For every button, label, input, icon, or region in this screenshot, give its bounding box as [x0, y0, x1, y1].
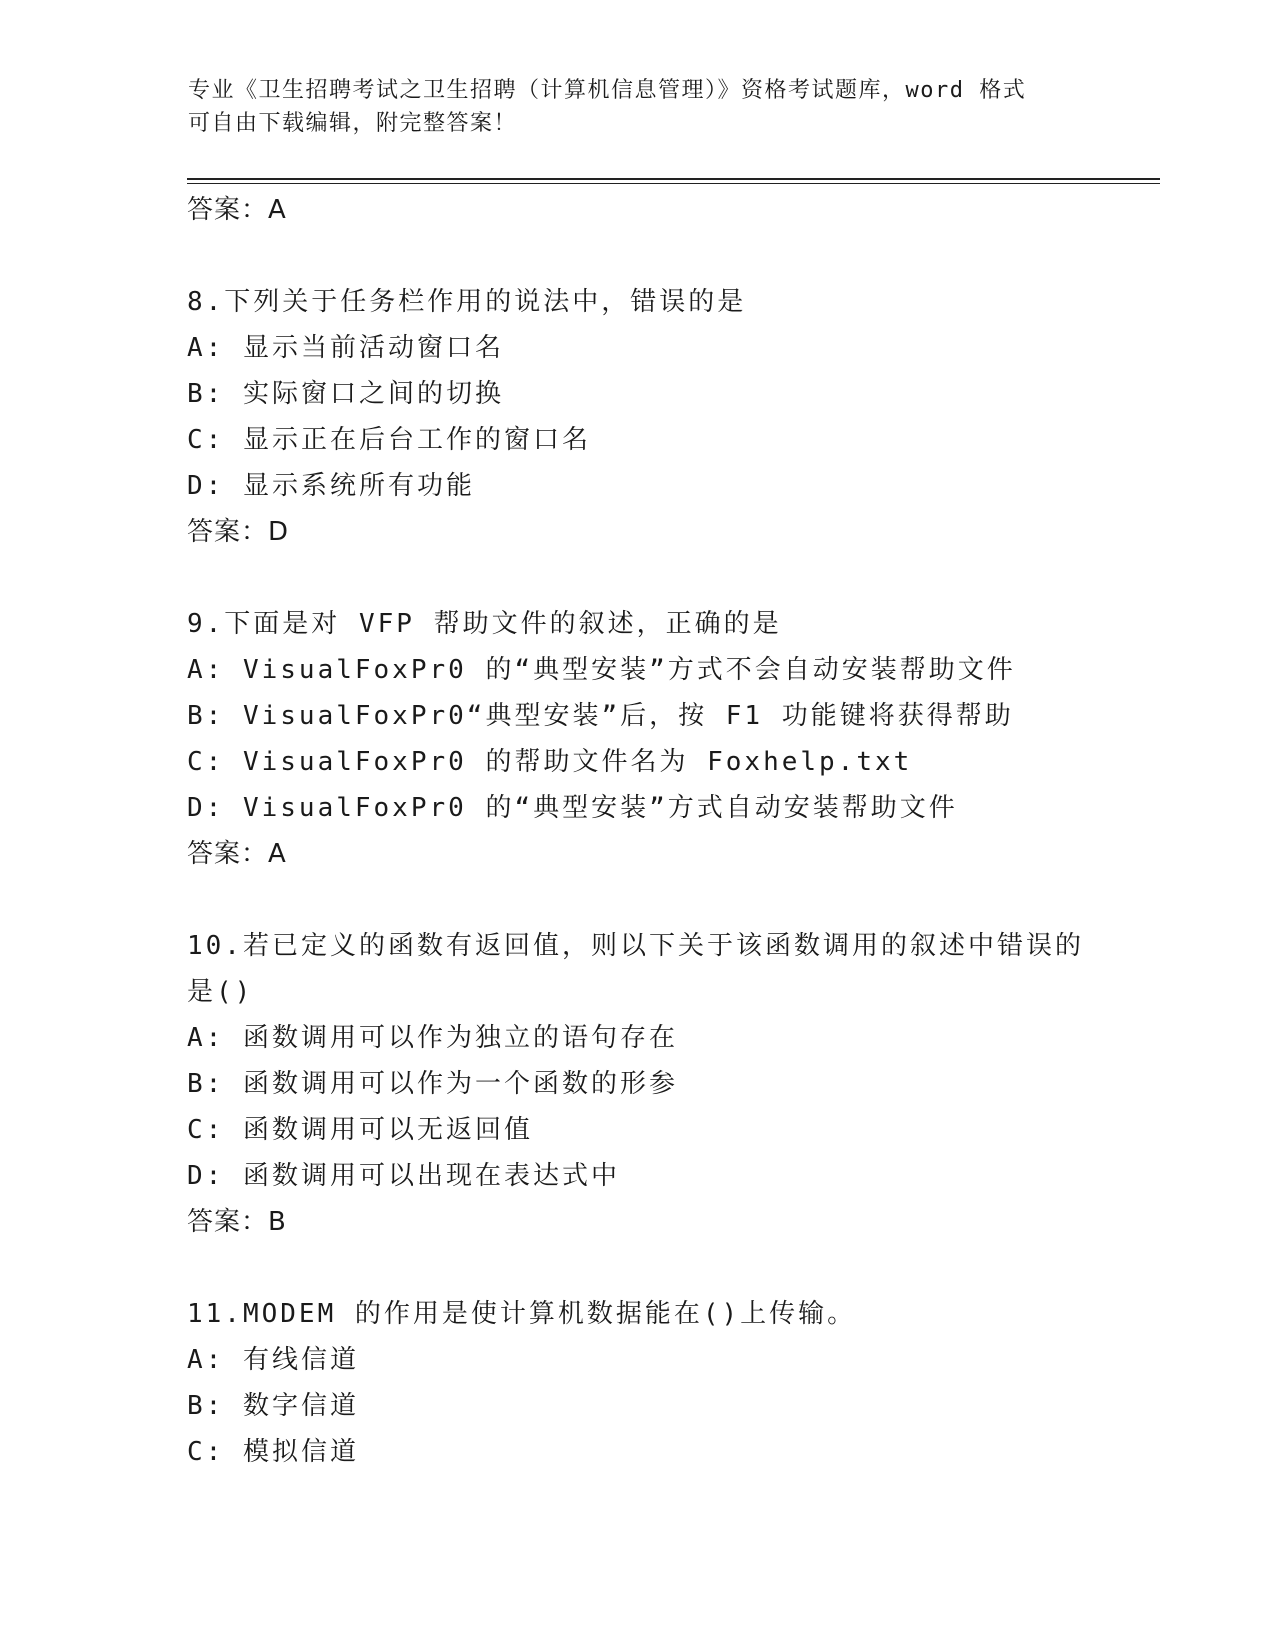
option-d: D: VisualFoxPr0 的“典型安装”方式自动安装帮助文件 — [187, 793, 958, 823]
option-a: A: 有线信道 — [187, 1345, 359, 1375]
option-b: B: VisualFoxPr0“典型安装”后，按 F1 功能键将获得帮助 — [187, 701, 1014, 731]
option-a: A: 函数调用可以作为独立的语句存在 — [187, 1023, 678, 1053]
option-d: D: 函数调用可以出现在表达式中 — [187, 1161, 620, 1191]
question-8 — [187, 279, 1107, 555]
option-d: D: 显示系统所有功能 — [187, 471, 475, 501]
question-10 — [187, 923, 1107, 1245]
option-b: B: 实际窗口之间的切换 — [187, 379, 504, 409]
question-list — [187, 187, 1107, 1475]
option-c: C: 函数调用可以无返回值 — [187, 1115, 533, 1145]
option-c: C: VisualFoxPr0 的帮助文件名为 Foxhelp.txt — [187, 747, 913, 777]
option-c: C: 显示正在后台工作的窗口名 — [187, 425, 591, 455]
answer-line: 答案：A — [187, 839, 287, 869]
answer-line: 答案：D — [187, 517, 290, 547]
question-stem: 11.MODEM 的作用是使计算机数据能在()上传输。 — [187, 1299, 857, 1329]
question-stem: 10.若已定义的函数有返回值，则以下关于该函数调用的叙述中错误的是() — [187, 931, 1084, 1007]
option-b: B: 数字信道 — [187, 1391, 359, 1421]
option-a: A: VisualFoxPr0 的“典型安装”方式不会自动安装帮助文件 — [187, 655, 1016, 685]
page-header — [188, 74, 1088, 140]
header-line-2: 可自由下载编辑，附完整答案！ — [188, 111, 518, 136]
question-11 — [187, 1291, 1107, 1475]
header-line-1: 专业《卫生招聘考试之卫生招聘（计算机信息管理）》资格考试题库，word 格式 — [188, 78, 1027, 103]
option-b: B: 函数调用可以作为一个函数的形参 — [187, 1069, 678, 1099]
question-stem: 8.下列关于任务栏作用的说法中，错误的是 — [187, 287, 747, 317]
option-c: C: 模拟信道 — [187, 1437, 359, 1467]
answer-line: 答案：A — [187, 195, 287, 225]
option-a: A: 显示当前活动窗口名 — [187, 333, 504, 363]
question-9 — [187, 601, 1107, 877]
answer-line: 答案：B — [187, 1207, 287, 1237]
header-divider — [187, 178, 1160, 184]
question-stem: 9.下面是对 VFP 帮助文件的叙述，正确的是 — [187, 609, 782, 639]
